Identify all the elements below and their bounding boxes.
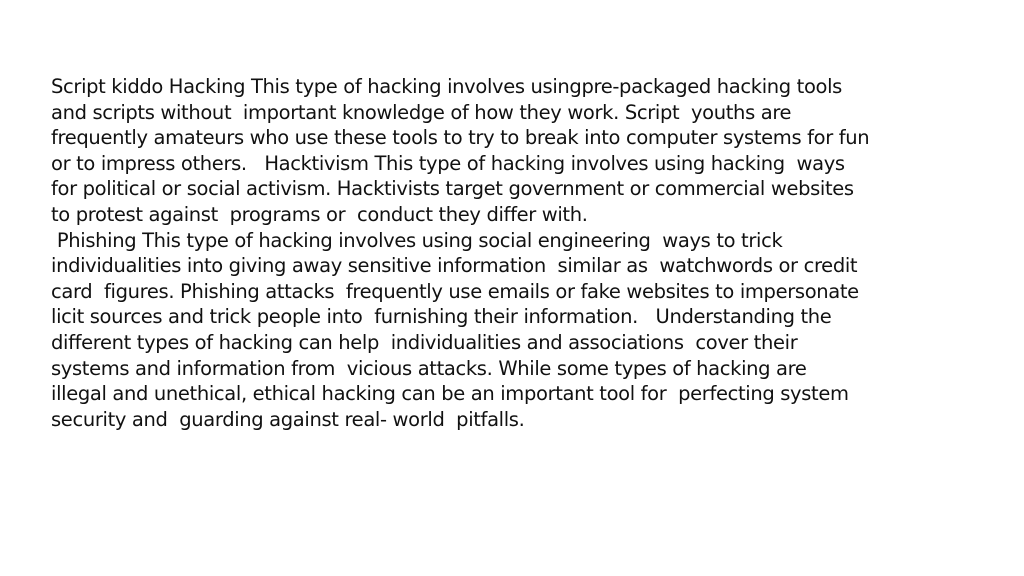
text-line: to protest against programs or conduct they differ with. bbox=[51, 202, 588, 226]
text-line: different types of hacking can help individualities and associations cover their bbox=[51, 330, 798, 354]
text-line: licit sources and trick people into furnishing their information. Understanding the bbox=[51, 305, 832, 329]
text-line: Phishing This type of hacking involves using social engineering ways to trick bbox=[51, 228, 783, 252]
text-line: Script kiddo Hacking This type of hacking involves usingpre-packaged hacking tools bbox=[51, 75, 842, 98]
text-line: frequently amateurs who use these tools to try to break into computer systems for fun bbox=[51, 126, 870, 150]
text-line: illegal and unethical, ethical hacking can be an important tool for perfecting system bbox=[51, 382, 849, 406]
text-line: or to impress others. Hacktivism This type of hacking involves using hacking ways bbox=[51, 151, 845, 175]
body-text bbox=[51, 74, 981, 432]
text-line: for political or social activism. Hacktivists target government or commercial websites bbox=[51, 177, 854, 201]
text-line: security and guarding against real- world pitfalls. bbox=[51, 407, 525, 431]
text-line: and scripts without important knowledge of how they work. Script youths are bbox=[51, 100, 792, 124]
text-line: individualities into giving away sensitive information similar as watchwords or credit bbox=[51, 254, 858, 278]
text-line: card figures. Phishing attacks frequently use emails or fake websites to impersonate bbox=[51, 279, 859, 303]
text-line: systems and information from vicious attacks. While some types of hacking are bbox=[51, 356, 807, 380]
